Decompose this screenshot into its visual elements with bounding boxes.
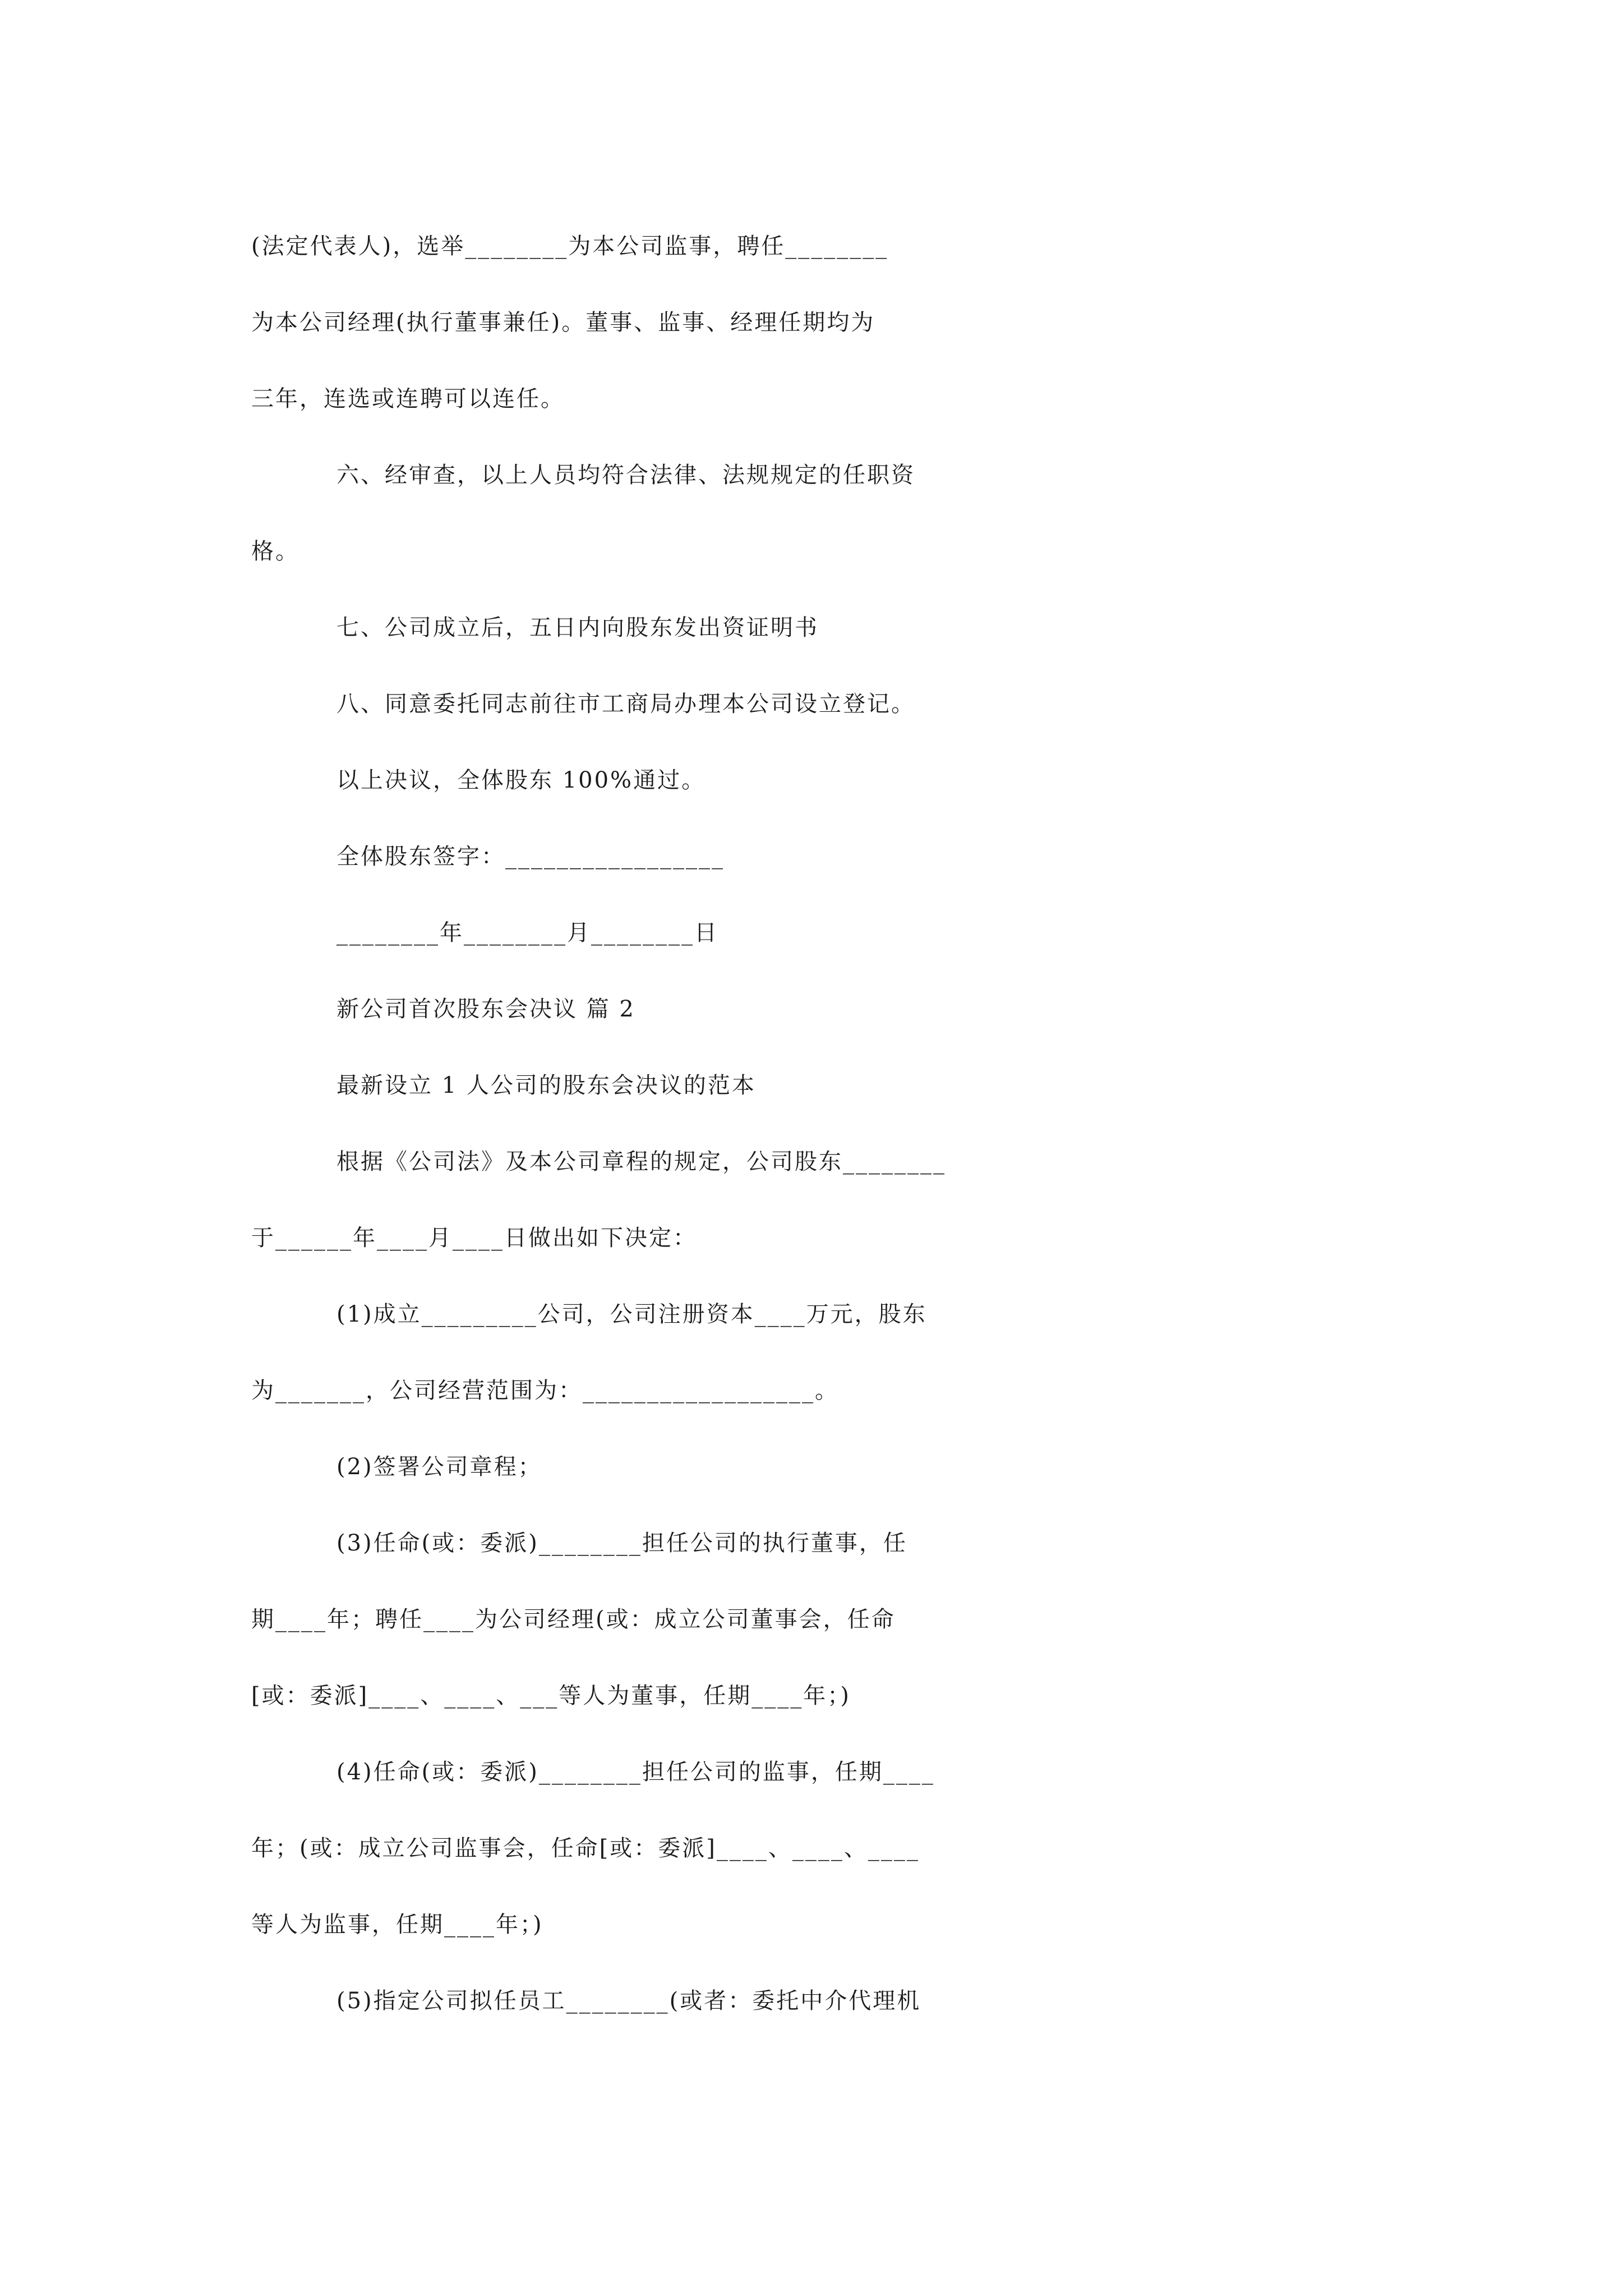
- paragraph-line: (5)指定公司拟任员工________(或者：委托中介代理机: [336, 1988, 921, 2014]
- paragraph-line: (1)成立_________公司，公司注册资本____万元，股东: [336, 1301, 927, 1327]
- paragraph-line: (4)任命(或：委派)________担任公司的监事，任期____: [336, 1759, 935, 1785]
- paragraph-line: 六、经审查，以上人员均符合法律、法规规定的任职资: [336, 462, 915, 488]
- paragraph-line: 七、公司成立后，五日内向股东发出资证明书: [336, 615, 819, 641]
- paragraph-line: 为_______，公司经营范围为：__________________。: [251, 1378, 839, 1404]
- section-subheading: 最新设立 1 人公司的股东会决议的范本: [336, 1073, 756, 1098]
- paragraph-line: (法定代表人)，选举________为本公司监事，聘任________: [251, 233, 889, 259]
- paragraph-line: [或：委派]____、____、___等人为董事，任期____年；): [251, 1683, 851, 1709]
- date-line: ________年________月________日: [336, 920, 718, 946]
- paragraph-line: 三年，连选或连聘可以连任。: [251, 386, 565, 412]
- section-heading: 新公司首次股东会决议 篇 2: [336, 996, 635, 1022]
- paragraph-line: 于______年____月____日做出如下决定：: [251, 1225, 697, 1251]
- paragraph-line: 等人为监事，任期____年；): [251, 1912, 543, 1938]
- paragraph-line: 为本公司经理(执行董事兼任)。董事、监事、经理任期均为: [251, 310, 875, 335]
- paragraph-line: 格。: [251, 539, 299, 564]
- paragraph-line: (2)签署公司章程；: [336, 1454, 542, 1480]
- paragraph-line: 年；(或：成立公司监事会，任命[或：委派]____、____、____: [251, 1835, 920, 1861]
- paragraph-line: 八、同意委托同志前往市工商局办理本公司设立登记。: [336, 691, 915, 717]
- paragraph-line: (3)任命(或：委派)________担任公司的执行董事，任: [336, 1530, 907, 1556]
- paragraph-line: 期____年；聘任____为公司经理(或：成立公司董事会，任命: [251, 1607, 896, 1632]
- paragraph-line: 以上决议，全体股东 100%通过。: [336, 767, 706, 793]
- paragraph-line: 根据《公司法》及本公司章程的规定，公司股东________: [336, 1149, 946, 1175]
- signature-line: 全体股东签字：_________________: [336, 844, 725, 869]
